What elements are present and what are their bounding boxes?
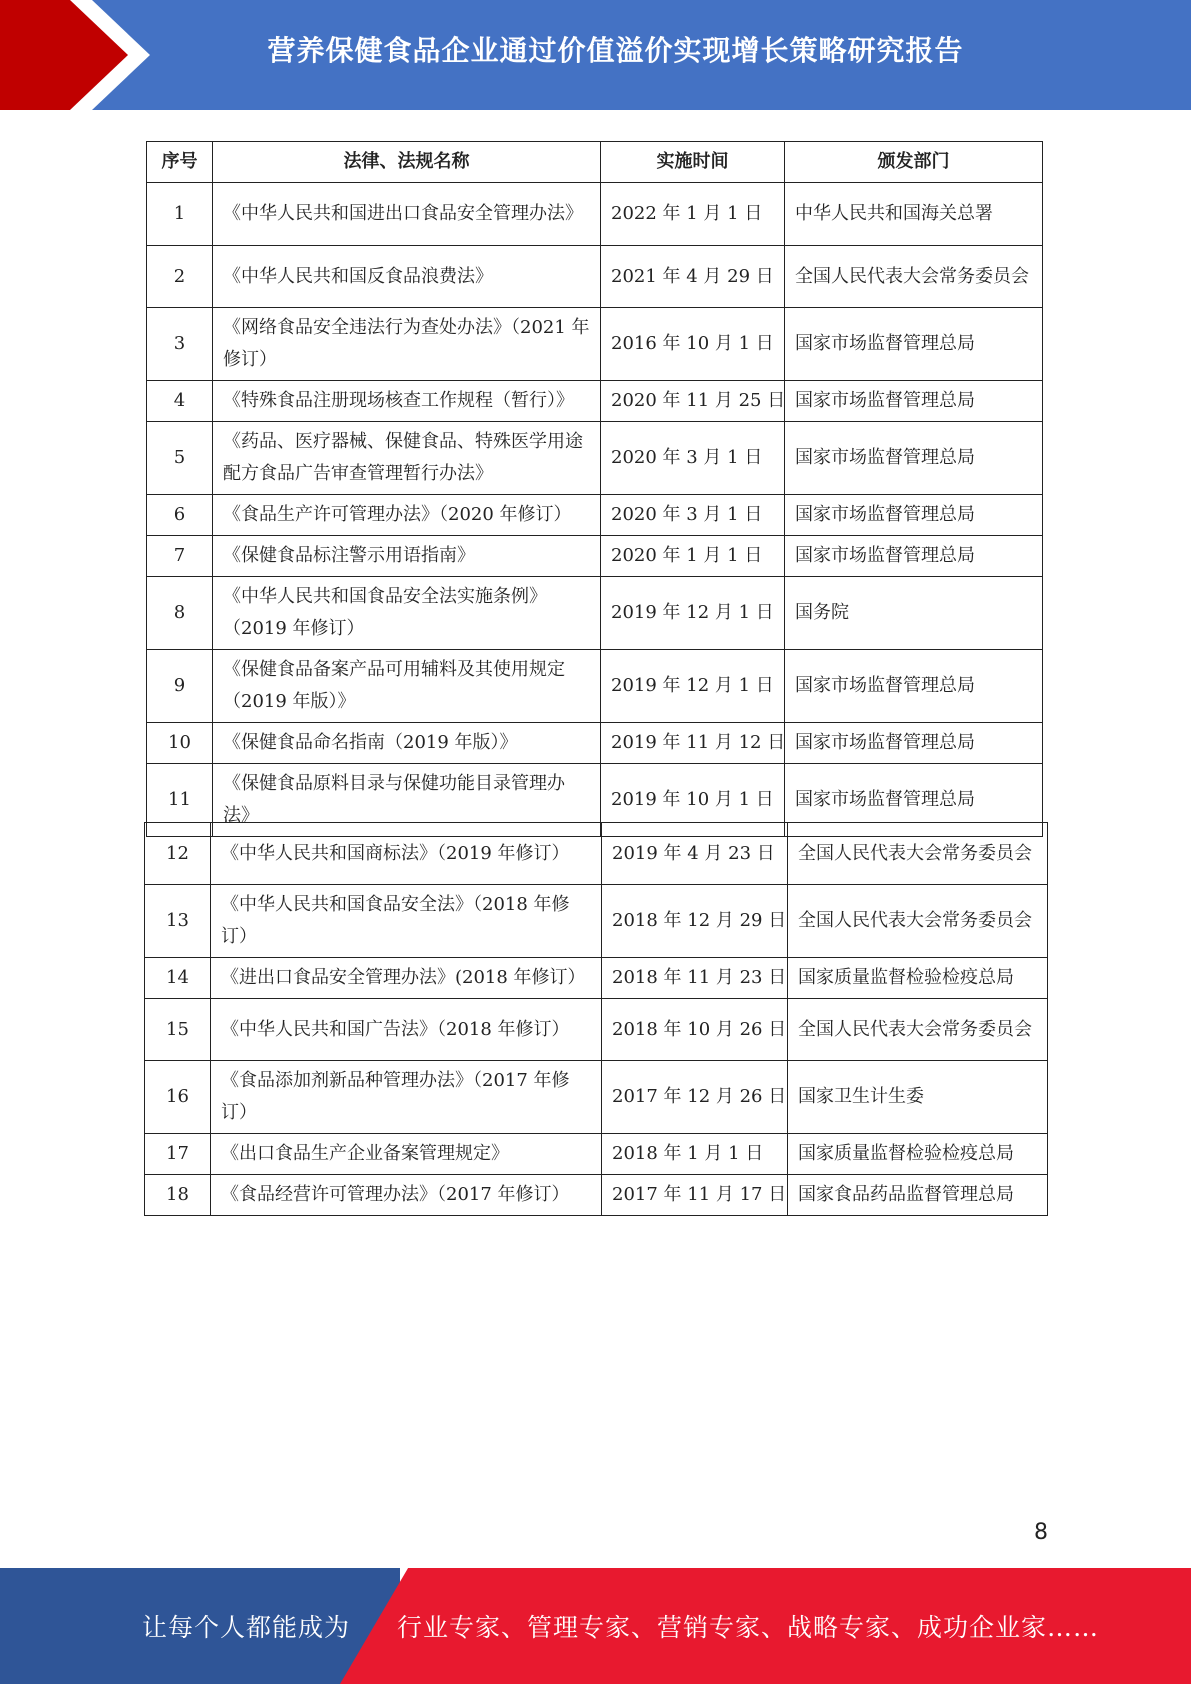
table-row	[145, 1061, 1048, 1134]
effective-date: 2018 年 11 月 23 日	[602, 958, 788, 999]
row-number: 1	[147, 183, 213, 246]
table-row	[147, 246, 1043, 308]
regulation-name: 《保健食品原料目录与保健功能目录管理办法》	[213, 764, 601, 837]
regulation-name: 《中华人民共和国广告法》（2018 年修订）	[211, 999, 602, 1061]
header-no: 序号	[147, 142, 213, 183]
row-number: 5	[147, 422, 213, 495]
effective-date: 2020 年 3 月 1 日	[601, 422, 785, 495]
page-footer	[0, 1568, 1191, 1684]
row-number: 7	[147, 536, 213, 577]
issuing-department: 国家市场监督管理总局	[785, 536, 1043, 577]
report-title: 营养保健食品企业通过价值溢价实现增长策略研究报告	[267, 34, 964, 67]
regulations-table-continued	[144, 822, 1048, 1216]
table-row	[147, 183, 1043, 246]
row-number: 15	[145, 999, 211, 1061]
page-header	[0, 0, 1191, 110]
issuing-department: 国家市场监督管理总局	[785, 495, 1043, 536]
table-body-part2	[145, 823, 1048, 1216]
regulation-name: 《保健食品命名指南（2019 年版）》	[213, 723, 601, 764]
row-number: 2	[147, 246, 213, 308]
regulation-name: 《中华人民共和国商标法》（2019 年修订）	[211, 823, 602, 885]
row-number: 14	[145, 958, 211, 999]
row-number: 12	[145, 823, 211, 885]
row-number: 4	[147, 381, 213, 422]
issuing-department: 国家市场监督管理总局	[785, 764, 1043, 837]
effective-date: 2019 年 10 月 1 日	[601, 764, 785, 837]
regulation-name: 《中华人民共和国食品安全法实施条例》（2019 年修订）	[213, 577, 601, 650]
row-number: 3	[147, 308, 213, 381]
issuing-department: 全国人民代表大会常务委员会	[785, 246, 1043, 308]
row-number: 10	[147, 723, 213, 764]
header-name: 法律、法规名称	[213, 142, 601, 183]
effective-date: 2017 年 11 月 17 日	[602, 1175, 788, 1216]
effective-date: 2021 年 4 月 29 日	[601, 246, 785, 308]
issuing-department: 国家质量监督检验检疫总局	[788, 1134, 1048, 1175]
issuing-department: 国家食品药品监督管理总局	[788, 1175, 1048, 1216]
effective-date: 2020 年 11 月 25 日	[601, 381, 785, 422]
issuing-department: 国家市场监督管理总局	[785, 422, 1043, 495]
table-row	[147, 381, 1043, 422]
table-row	[145, 1175, 1048, 1216]
regulation-name: 《中华人民共和国进出口食品安全管理办法》	[213, 183, 601, 246]
row-number: 9	[147, 650, 213, 723]
issuing-department: 国家市场监督管理总局	[785, 308, 1043, 381]
table-row	[147, 723, 1043, 764]
regulation-name: 《中华人民共和国食品安全法》（2018 年修订）	[211, 885, 602, 958]
regulations-table	[146, 141, 1043, 837]
row-number: 18	[145, 1175, 211, 1216]
header-dept: 颁发部门	[785, 142, 1043, 183]
issuing-department: 国家市场监督管理总局	[785, 381, 1043, 422]
table-row	[145, 885, 1048, 958]
issuing-department: 国家卫生计生委	[788, 1061, 1048, 1134]
table-row	[147, 495, 1043, 536]
regulation-name: 《网络食品安全违法行为查处办法》（2021 年修订）	[213, 308, 601, 381]
table-row	[145, 999, 1048, 1061]
effective-date: 2018 年 1 月 1 日	[602, 1134, 788, 1175]
row-number: 17	[145, 1134, 211, 1175]
header-date: 实施时间	[601, 142, 785, 183]
row-number: 8	[147, 577, 213, 650]
footer-slogan-right: 行业专家、管理专家、营销专家、战略专家、成功企业家……	[397, 1613, 1100, 1642]
regulation-name: 《食品添加剂新品种管理办法》（2017 年修订）	[211, 1061, 602, 1134]
table-header-row	[147, 142, 1043, 183]
effective-date: 2020 年 3 月 1 日	[601, 495, 785, 536]
table-row	[145, 823, 1048, 885]
regulation-name: 《食品经营许可管理办法》（2017 年修订）	[211, 1175, 602, 1216]
effective-date: 2016 年 10 月 1 日	[601, 308, 785, 381]
effective-date: 2019 年 4 月 23 日	[602, 823, 788, 885]
issuing-department: 中华人民共和国海关总署	[785, 183, 1043, 246]
row-number: 16	[145, 1061, 211, 1134]
table-row	[147, 577, 1043, 650]
regulation-name: 《食品生产许可管理办法》（2020 年修订）	[213, 495, 601, 536]
page-number: 8	[1034, 1520, 1048, 1545]
issuing-department: 全国人民代表大会常务委员会	[788, 823, 1048, 885]
regulation-name: 《出口食品生产企业备案管理规定》	[211, 1134, 602, 1175]
row-number: 13	[145, 885, 211, 958]
regulation-name: 《药品、医疗器械、保健食品、特殊医学用途配方食品广告审查管理暂行办法》	[213, 422, 601, 495]
effective-date: 2022 年 1 月 1 日	[601, 183, 785, 246]
effective-date: 2019 年 11 月 12 日	[601, 723, 785, 764]
footer-slogan-left: 让每个人都能成为	[142, 1613, 351, 1642]
issuing-department: 国家质量监督检验检疫总局	[788, 958, 1048, 999]
row-number: 11	[147, 764, 213, 837]
header-chevron-icon	[0, 0, 150, 110]
table-row	[147, 650, 1043, 723]
effective-date: 2020 年 1 月 1 日	[601, 536, 785, 577]
table-row	[147, 422, 1043, 495]
table-row	[145, 1134, 1048, 1175]
issuing-department: 全国人民代表大会常务委员会	[788, 999, 1048, 1061]
regulation-name: 《特殊食品注册现场核查工作规程（暂行）》	[213, 381, 601, 422]
effective-date: 2017 年 12 月 26 日	[602, 1061, 788, 1134]
regulation-name: 《进出口食品安全管理办法》(2018 年修订）	[211, 958, 602, 999]
row-number: 6	[147, 495, 213, 536]
table-row	[147, 308, 1043, 381]
effective-date: 2018 年 10 月 26 日	[602, 999, 788, 1061]
table-row	[147, 536, 1043, 577]
issuing-department: 国家市场监督管理总局	[785, 723, 1043, 764]
table-row	[145, 958, 1048, 999]
regulation-name: 《中华人民共和国反食品浪费法》	[213, 246, 601, 308]
issuing-department: 国家市场监督管理总局	[785, 650, 1043, 723]
effective-date: 2018 年 12 月 29 日	[602, 885, 788, 958]
table-body-part1	[147, 183, 1043, 837]
issuing-department: 国务院	[785, 577, 1043, 650]
effective-date: 2019 年 12 月 1 日	[601, 650, 785, 723]
regulation-name: 《保健食品备案产品可用辅料及其使用规定（2019 年版）》	[213, 650, 601, 723]
regulation-name: 《保健食品标注警示用语指南》	[213, 536, 601, 577]
effective-date: 2019 年 12 月 1 日	[601, 577, 785, 650]
issuing-department: 全国人民代表大会常务委员会	[788, 885, 1048, 958]
